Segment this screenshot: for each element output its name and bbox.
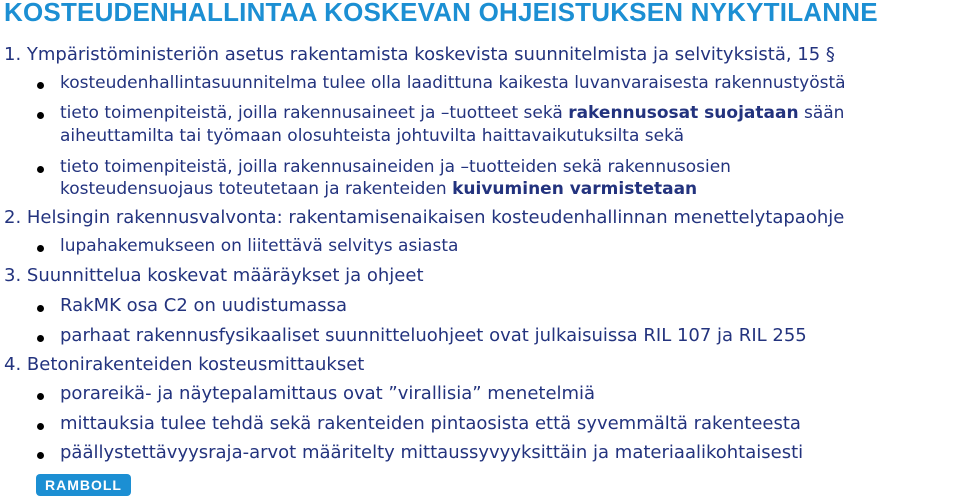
item-3-bullet-1: RakMK osa C2 on uudistumassa bbox=[60, 295, 348, 316]
item-4-bullet-2: mittauksia tulee tehdä sekä rakenteiden pintaosista että syvemmältä rakenteesta bbox=[60, 413, 801, 434]
item-4-bullet-1: porareikä- ja näytepalamittaus ovat ”virallisia” menetelmiä bbox=[60, 383, 596, 404]
item-1-bullet-1: kosteudenhallintasuunnitelma tulee olla laadittuna kaikesta luvanvaraisesta rakennustyöstä bbox=[60, 73, 846, 93]
item-4-bullet-3: päällystettävyysraja-arvot määritelty mittaussyvyyksittäin ja materiaalikohtaisesti bbox=[60, 442, 804, 463]
item-1-bullet-3-continuation bbox=[60, 179, 697, 199]
item-1-bullet-2-text: tieto toimenpiteistä, joilla rakennusaineet ja –tuotteet sekä bbox=[60, 103, 569, 123]
item-3-bullet-2: parhaat rakennusfysikaaliset suunnitteluohjeet ovat julkaisuissa RIL 107 ja RIL 255 bbox=[60, 325, 807, 346]
item-1-bullet-3-continuation-bold: kuivuminen varmistetaan bbox=[452, 179, 698, 199]
item-2-heading: 2. Helsingin rakennusvalvonta: rakentamisenaikaisen kosteudenhallinnan menettelytapaohje bbox=[4, 207, 845, 228]
item-1-bullet-2-bold: rakennusosat suojataan bbox=[568, 103, 799, 123]
item-1-bullet-3: tieto toimenpiteistä, joilla rakennusaineiden ja –tuotteiden sekä rakennusosien bbox=[60, 157, 731, 177]
item-1-bullet-2 bbox=[60, 103, 844, 123]
item-2-bullet-1: lupahakemukseen on liitettävä selvitys asiasta bbox=[60, 236, 459, 256]
item-1-bullet-3-continuation-text: kosteudensuojaus toteutetaan ja rakenteiden bbox=[60, 179, 453, 199]
ramboll-logo: RAMBOLL bbox=[36, 474, 131, 496]
item-3-heading: 3. Suunnittelua koskevat määräykset ja ohjeet bbox=[4, 265, 424, 286]
slide-title: KOSTEUDENHALLINTAA KOSKEVAN OHJEISTUKSEN NYKYTILANNE bbox=[4, 0, 878, 27]
item-1-heading: 1. Ympäristöministeriön asetus rakentamista koskevista suunnitelmista ja selvityksistä, 15 § bbox=[4, 44, 835, 65]
item-1-bullet-2-tail: sään bbox=[798, 103, 845, 123]
item-1-bullet-2-continuation: aiheuttamilta tai työmaan olosuhteista johtuvilta haittavaikutuksilta sekä bbox=[60, 126, 685, 146]
item-4-heading: 4. Betonirakenteiden kosteusmittaukset bbox=[4, 354, 365, 375]
